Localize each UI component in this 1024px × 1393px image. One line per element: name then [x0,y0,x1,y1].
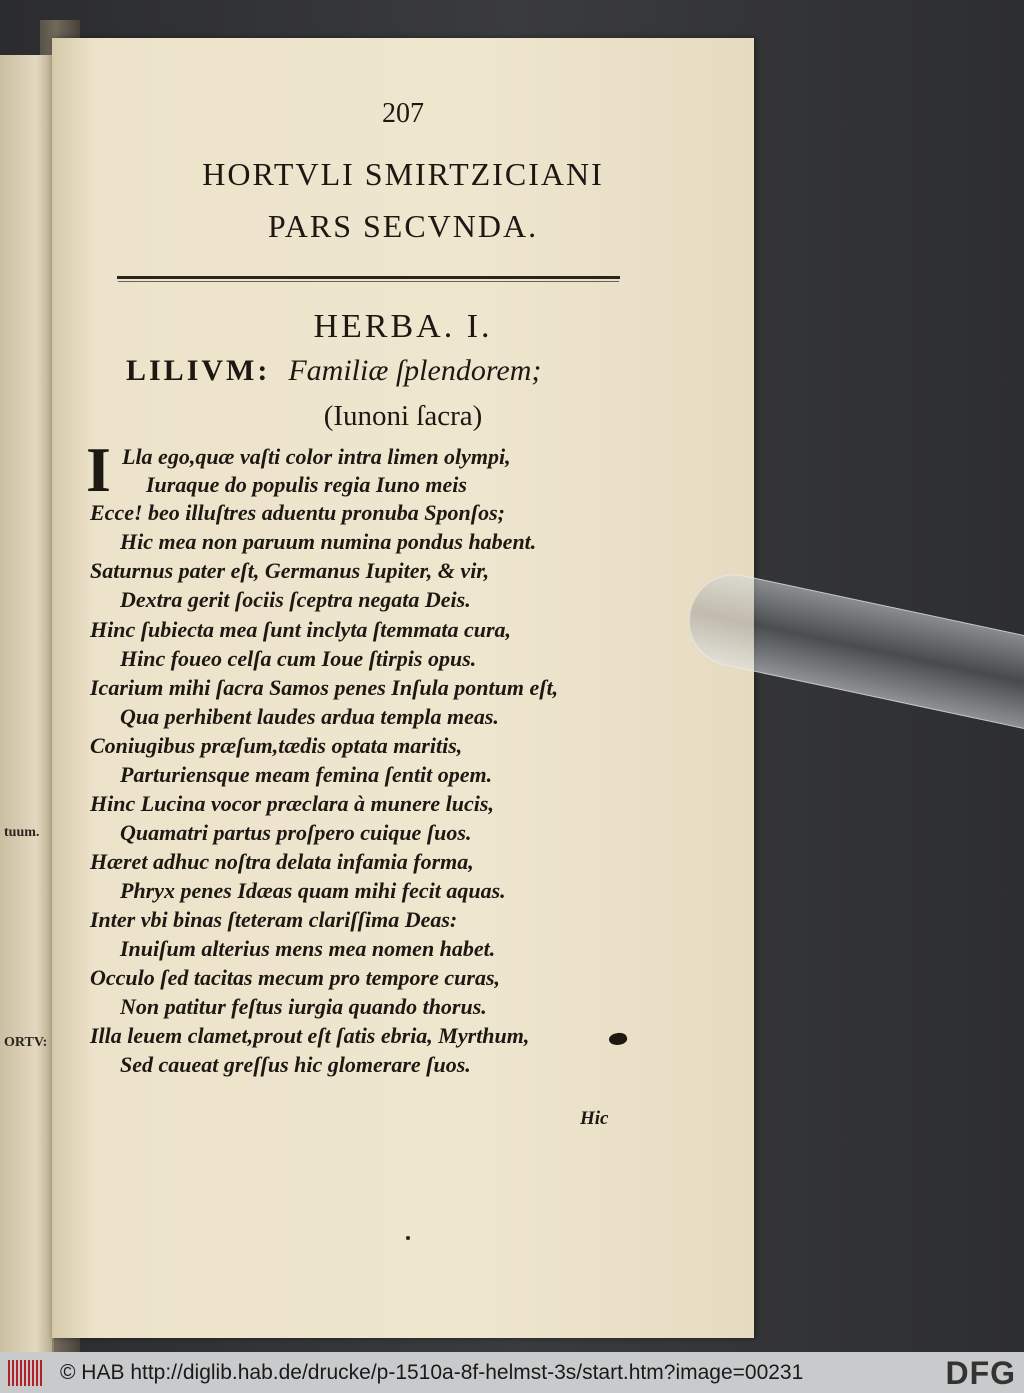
verse-line: Hic mea non paruum numina pondus habent. [120,529,537,554]
previous-page-edge [0,55,54,1352]
dfg-logo: DFG [945,1355,1016,1391]
book-page [52,38,754,1338]
title-line-2: PARS SECVNDA. [267,208,539,244]
verse-line: Hinc foueo celſa cum Ioue ſtirpis opus. [120,646,477,671]
dedication: (Iunoni ſacra) [323,400,483,432]
verse-line: Saturnus pater eſt, Germanus Iupiter, & vir, [90,558,490,583]
prev-page-mark: tuum. [4,825,40,840]
verse-line: Hæret adhuc noſtra delata infamia forma, [90,849,474,874]
verse-line: Icarium mihi ſacra Samos penes Inſula pontum eſt, [90,675,559,700]
verse-line: Sed caueat greſſus hic glomerare ſuos. [120,1052,471,1077]
verse-line: Coniugibus præſum,tædis optata maritis, [90,733,463,758]
verse-line: Illa leuem clamet,prout eſt ſatis ebria, Myrthum, [90,1023,530,1048]
verse-line: Dextra gerit ſociis ſceptra negata Deis. [120,587,471,612]
verse-line: Lla ego,quæ vaſti color intra limen olympi, [122,444,511,469]
verse-line: Ecce! beo illuſtres aduentu pronuba Sponſos; [90,500,505,525]
verse-line: Iuraque do populis regia Iuno meis [146,472,467,497]
verse-line: Inuiſum alterius mens mea nomen habet. [120,936,496,961]
verse-line: Qua perhibent laudes ardua templa meas. [120,704,499,729]
verse-line: Hinc Lucina vocor præclara à munere lucis, [90,791,494,816]
verse-line: Non patitur feſtus iurgia quando thorus. [120,994,487,1019]
poem-body [52,38,754,1338]
catchword: Hic [580,1108,609,1129]
verse-line: Phryx penes Idæas quam mihi fecit aquas. [120,878,506,903]
subheading-name: LILIVM: [126,354,271,387]
drop-cap: I [86,434,111,505]
verse-line: Occulo ſed tacitas mecum pro tempore curas, [90,965,501,990]
verse-line: Quamatri partus proſpero cuique ſuos. [120,820,472,845]
footer-bar [0,1352,1024,1393]
title-line-1: HORTVLI SMIRTZICIANI [202,156,604,192]
subheading-rest: Familiæ ſplendorem; [288,354,542,387]
verse-line: Hinc ſubiecta mea ſunt inclyta ſtemmata cura, [90,617,512,642]
barcode-icon [8,1360,42,1386]
verse-line: Inter vbi binas ſteteram clariſſima Deas: [90,907,458,932]
signature-dot [406,1236,410,1240]
copyright-link[interactable]: © HAB http://diglib.hab.de/drucke/p-1510a-8f-helmst-3s/start.htm?image=00231 [60,1361,804,1384]
prev-page-mark: ORTV: [4,1035,48,1050]
page-number: 207 [382,98,424,129]
verse-line: Parturiensque meam femina ſentit opem. [120,762,493,787]
section-heading: HERBA. I. [313,308,493,345]
